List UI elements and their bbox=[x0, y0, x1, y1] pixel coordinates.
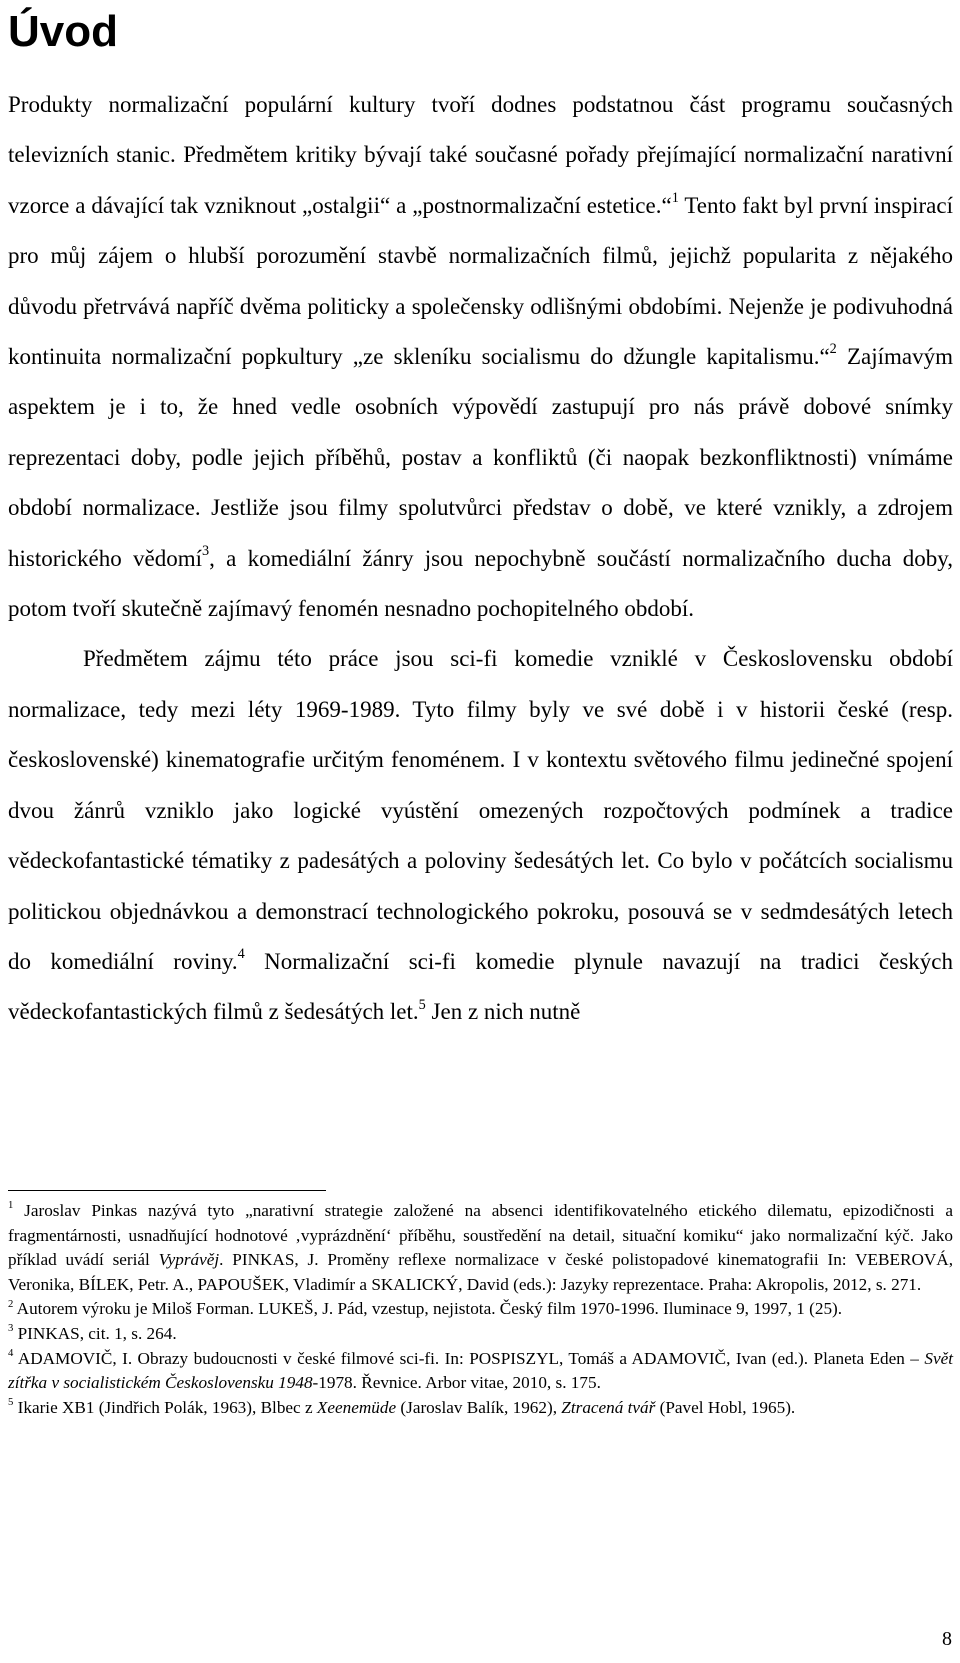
footnote-number: 2 bbox=[8, 1298, 14, 1310]
footnote-4 bbox=[8, 1347, 953, 1396]
footnote-number: 4 bbox=[8, 1347, 14, 1359]
footnote-separator bbox=[8, 1190, 326, 1191]
section-heading: Úvod bbox=[8, 7, 118, 56]
footnote-ref[interactable]: 3 bbox=[201, 542, 210, 559]
footnote-ref[interactable]: 2 bbox=[829, 341, 837, 358]
paragraph-1 bbox=[8, 80, 953, 634]
text-run: Zajímavým aspektem je i to, že hned vedle osobních výpovědí zastupují pro nás právě dobové snímky reprezentaci doby, podle jejich příběhů, postav a konfliktů (či naopak bezkonfliktnosti) vnímáme období normalizace. Jestliže jsou filmy spolutvůrci představ o době, ve které vznikly, a zdrojem historického vědomí bbox=[8, 344, 953, 571]
footnote-5 bbox=[8, 1396, 953, 1421]
text-run: , a komediální žánry jsou nepochybně součástí normalizačního ducha doby, potom tvoří skutečně zajímavý fenomén nesnadno pochopitelného období. bbox=[8, 545, 954, 622]
footnotes bbox=[8, 1199, 953, 1420]
text-run: Produkty normalizační populární kultury tvoří dodnes podstatnou část programu současných televizních stanic. Předmětem kritiky bývají také současné pořady přejímající normalizační narativní vzorce a dávající tak vzniknout „ostalgii“ a „postnormalizační estetice.“ bbox=[8, 92, 953, 218]
page-number: 8 bbox=[942, 1628, 952, 1650]
footnote-text: (Jaroslav Balík, 1962), bbox=[396, 1397, 562, 1417]
footnote-2 bbox=[8, 1297, 953, 1322]
footnote-text: ADAMOVIČ, I. Obrazy budoucnosti v české filmové sci-fi. In: POSPISZYL, Tomáš a ADAMOVIČ, Ivan (ed.). Planeta Eden – bbox=[13, 1348, 925, 1368]
footnote-1 bbox=[8, 1199, 953, 1297]
footnote-italic: Xeenemüde bbox=[316, 1397, 397, 1417]
footnote-3 bbox=[8, 1322, 953, 1347]
footnote-text: Ikarie XB1 (Jindřich Polák, 1963), Blbec z bbox=[13, 1397, 317, 1417]
body-text bbox=[8, 80, 953, 1038]
footnote-text: Autorem výroku je Miloš Forman. LUKEŠ, J. Pád, vzestup, nejistota. Český film 1970-1996. Iluminace 9, 1997, 1 (25). bbox=[13, 1299, 843, 1319]
footnote-text: -1978. Řevnice. Arbor vitae, 2010, s. 175. bbox=[312, 1373, 601, 1393]
text-run: Tento fakt byl první inspirací pro můj zájem o hlubší porozumění stavbě normalizačních filmů, jejichž popularita z nějakého důvodu přetrvává napříč dvěma politicky a společensky odlišnými obdobími. Nejenže je podivuhodná kontinuita normalizační popkultury „ze skleníku socialismu do džungle kapitalismu.“ bbox=[8, 192, 953, 370]
footnote-text: PINKAS, cit. 1, s. 264. bbox=[13, 1323, 177, 1343]
footnote-number: 5 bbox=[8, 1396, 14, 1408]
footnote-ref[interactable]: 1 bbox=[671, 190, 679, 207]
footnote-ref[interactable]: 4 bbox=[237, 946, 245, 963]
footnote-text: (Pavel Hobl, 1965). bbox=[655, 1397, 796, 1417]
footnote-italic: Ztracená tvář bbox=[561, 1397, 656, 1417]
footnote-number: 3 bbox=[8, 1323, 14, 1335]
footnote-text: . PINKAS, J. Proměny reflexe normalizace v české polistopadové kinematografii In: VEBEROVÁ, Veronika, BÍLEK, Petr. A., PAPOUŠEK, Vladimír a SKALICKÝ, David (eds.): Jazyky reprezentace. Praha: Akropolis, 2012, s. 271. bbox=[8, 1250, 953, 1294]
paragraph-2 bbox=[8, 634, 953, 1037]
footnote-italic: Svět zítřka v socialistickém Československu 1948 bbox=[8, 1348, 953, 1393]
footnote-number: 1 bbox=[8, 1200, 14, 1212]
text-run: Normalizační sci-fi komedie plynule navazují na tradici českých vědeckofantastických filmů z šedesátých let. bbox=[8, 948, 953, 1025]
text-run: Jen z nich nutně bbox=[425, 999, 581, 1025]
footnote-text: Jaroslav Pinkas nazývá tyto „narativní strategie založené na absenci identifikovatelného etického dilematu, epizodičnosti a fragmentárnosti, usnadňující hodnotové ‚vyprázdnění‘ příběhu, soustředění na detail, situační komiku“ jako normalizační kýč. Jako příklad uvádí seriál bbox=[8, 1201, 953, 1270]
footnote-italic: Vyprávěj bbox=[158, 1250, 220, 1270]
text-run: Předmětem zájmu této práce jsou sci-fi komedie vzniklé v Československu období normalizace, tedy mezi léty 1969-1989. Tyto filmy byly ve své době i v historii české (resp. československé) kinematografie určitým fenoménem. I v kontextu světového filmu jedinečné spojení dvou žánrů vzniklo jako logické vyústění omezených rozpočtových podmínek a tradice vědeckofantastické tématiky z padesátých a poloviny šedesátých let. Co bylo v počátcích socialismu politickou objednávkou a demonstrací technologického pokroku, posouvá se v sedmdesátých letech do komediální roviny. bbox=[8, 646, 953, 974]
footnote-ref[interactable]: 5 bbox=[418, 996, 426, 1013]
